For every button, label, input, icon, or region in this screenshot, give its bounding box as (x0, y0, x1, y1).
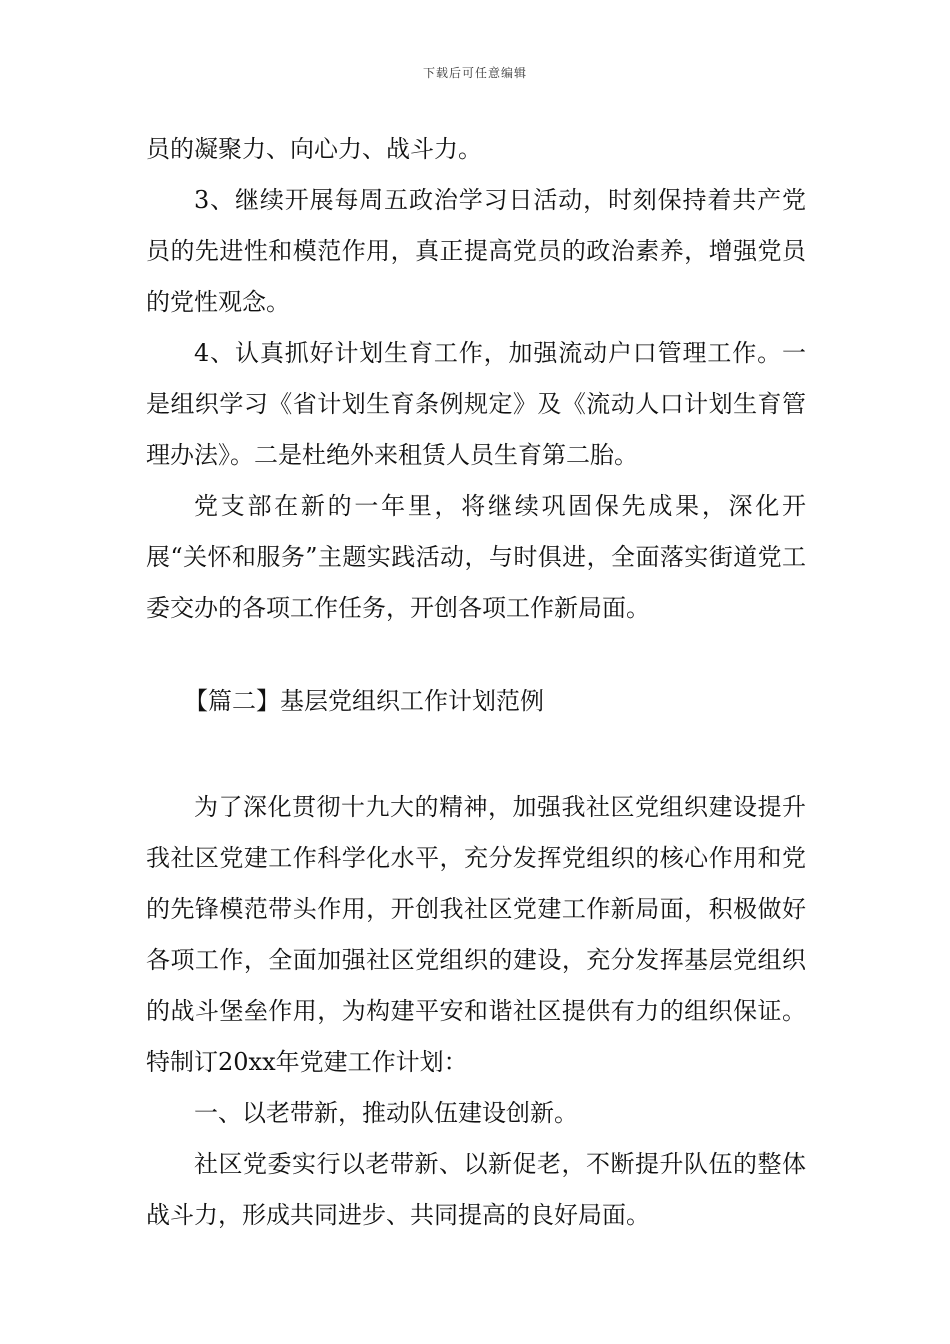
paragraph-subheading-1: 一、以老带新，推动队伍建设创新。 (194, 1099, 578, 1127)
spacer (146, 727, 806, 782)
paragraph-intro: 为了深化贯彻十九大的精神，加强我社区党组织建设提升我社区党建工作科学化水平，充分发挥党组织的核心作用和党的先锋模范带头作用，开创我社区党建工作新局面，积极做好各项工作，全面加强社区党组织的建设，充分发挥基层党组织的战斗堡垒作用，为构建平安和谐社区提供有力的组织保证。特制订20xx年党建工作计划： (146, 793, 806, 1076)
paragraph-item-3: 3、继续开展每周五政治学习日活动，时刻保持着共产党员的先进性和模范作用，真正提高党员的政治素养，增强党员的党性观念。 (146, 186, 806, 316)
section-heading: 【篇二】基层党组织工作计划范例 (184, 687, 544, 715)
paragraph-body-1: 社区党委实行以老带新、以新促老，不断提升队伍的整体战斗力，形成共同进步、共同提高的良好局面。 (146, 1150, 806, 1229)
page-header: 下载后可任意编辑 (422, 66, 527, 80)
document-body (146, 124, 806, 1241)
spacer (146, 634, 806, 676)
paragraph-summary: 党支部在新的一年里，将继续巩固保先成果，深化开展“关怀和服务”主题实践活动，与时俱进，全面落实街道党工委交办的各项工作任务，开创各项工作新局面。 (146, 492, 806, 622)
paragraph-item-4: 4、认真抓好计划生育工作，加强流动户口管理工作。一是组织学习《省计划生育条例规定》及《流动人口计划生育管理办法》。二是杜绝外来租赁人员生育第二胎。 (146, 339, 806, 469)
paragraph-continuation: 员的凝聚力、向心力、战斗力。 (146, 135, 482, 163)
